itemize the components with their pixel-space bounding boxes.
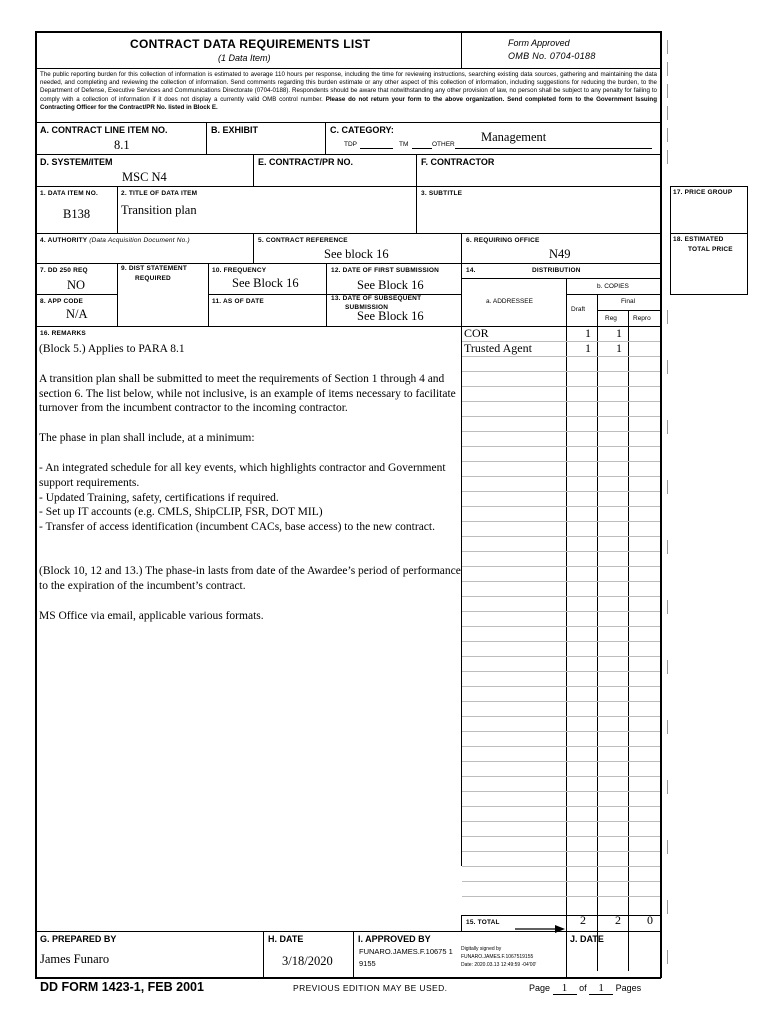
contractor-label: F. CONTRACTOR bbox=[421, 157, 495, 167]
of-label: of bbox=[579, 983, 587, 993]
total-reg: 2 bbox=[615, 913, 621, 927]
form-approved: Form Approved bbox=[508, 38, 570, 48]
requiring-office-label: 6. REQUIRING OFFICE bbox=[466, 237, 540, 244]
authority-label bbox=[40, 237, 190, 244]
system-value[interactable]: MSC N4 bbox=[122, 170, 167, 184]
distribution-number: 14. bbox=[466, 267, 476, 274]
addressee-label: a. ADDRESSEE bbox=[486, 298, 533, 305]
contract-pr-label: E. CONTRACT/PR NO. bbox=[258, 157, 354, 167]
reg-label: Reg bbox=[605, 315, 617, 322]
remarks-paragraph-6: MS Office via email, applicable various formats. bbox=[39, 609, 264, 622]
app-code-value[interactable]: N/A bbox=[66, 307, 88, 321]
dist-statement-label-2: REQUIRED bbox=[135, 275, 171, 282]
tm-label: TM bbox=[399, 141, 409, 148]
subsequent-label: 13. DATE OF SUBSEQUENT bbox=[331, 295, 422, 302]
dist-statement-label: 9. DIST STATEMENT bbox=[121, 265, 187, 272]
digital-signature-line-3: Date: 2020.03.13 12:49:59 -04'00' bbox=[461, 962, 537, 968]
total-repro: 0 bbox=[647, 913, 653, 927]
remarks-paragraph-2: A transition plan shall be submitted to meet the requirements of Section 1 through 4 and section 6. The list below, while not inclusive, is an example of items necessary to facilitate turnover from the incumbent contractor to the incoming contractor. bbox=[39, 372, 456, 415]
form-id: DD FORM 1423-1, FEB 2001 bbox=[40, 980, 204, 994]
requiring-office-value[interactable]: N49 bbox=[549, 247, 571, 261]
system-label: D. SYSTEM/ITEM bbox=[40, 157, 113, 167]
subtitle-label: 3. SUBTITLE bbox=[421, 190, 463, 197]
form-title: CONTRACT DATA REQUIREMENTS LIST bbox=[130, 37, 371, 51]
approved-by-signature[interactable] bbox=[358, 946, 564, 976]
total-label: 15. TOTAL bbox=[466, 919, 500, 926]
remarks-paragraph-1: (Block 5.) Applies to PARA 8.1 bbox=[39, 343, 185, 355]
authority-label-text: 4. AUTHORITY bbox=[40, 237, 88, 244]
draft-label: Draft bbox=[571, 306, 586, 313]
dd250-label: 7. DD 250 REQ bbox=[40, 267, 88, 274]
prepared-by-value[interactable]: James Funaro bbox=[40, 952, 110, 966]
app-code-label: 8. APP CODE bbox=[40, 298, 84, 305]
frequency-label: 10. FREQUENCY bbox=[212, 267, 267, 274]
as-of-date-label: 11. AS OF DATE bbox=[212, 298, 264, 305]
title-value[interactable]: Transition plan bbox=[121, 203, 197, 217]
page-counter bbox=[529, 982, 641, 995]
subsequent-value[interactable]: See Block 16 bbox=[357, 309, 424, 323]
draft-cell[interactable]: 1 bbox=[585, 326, 591, 340]
frequency-value[interactable]: See Block 16 bbox=[232, 276, 299, 290]
other-label: OTHER bbox=[432, 141, 455, 148]
repro-label: Repro bbox=[633, 315, 651, 322]
addressee-cell[interactable]: COR bbox=[464, 326, 489, 340]
digital-signature-line-2: FUNARO.JAMES.F.1067519155 bbox=[461, 954, 534, 960]
reg-cell[interactable]: 1 bbox=[616, 326, 622, 340]
est-price-label-2: TOTAL PRICE bbox=[688, 246, 733, 253]
contract-ref-label: 5. CONTRACT REFERENCE bbox=[258, 237, 348, 244]
reg-cell[interactable]: 1 bbox=[616, 341, 622, 355]
data-item-value[interactable]: B138 bbox=[63, 207, 91, 221]
authority-hint: (Data Acquisition Document No.) bbox=[89, 237, 190, 244]
page-label: Page bbox=[529, 983, 551, 993]
exhibit-label: B. EXHIBIT bbox=[211, 125, 259, 135]
approved-by-name-2: 9155 bbox=[359, 959, 376, 968]
subsequent-label-2: SUBMISSION bbox=[345, 304, 389, 311]
approved-by-label: I. APPROVED BY bbox=[358, 934, 431, 944]
clin-label: A. CONTRACT LINE ITEM NO. bbox=[40, 125, 168, 135]
contract-ref-value[interactable]: See block 16 bbox=[324, 247, 389, 261]
approved-by-name: FUNARO.JAMES.F.10675 1 bbox=[359, 947, 453, 956]
title-label: 2. TITLE OF DATA ITEM bbox=[121, 190, 198, 197]
tdp-label: TDP bbox=[344, 141, 357, 148]
page-total[interactable]: 1 bbox=[589, 982, 613, 995]
remarks-label: 16. REMARKS bbox=[40, 330, 86, 337]
est-price-label: 18. ESTIMATED bbox=[673, 236, 724, 243]
digital-signature-line-1: Digitally signed by bbox=[461, 946, 502, 952]
clin-value[interactable]: 8.1 bbox=[114, 138, 130, 152]
burden-statement bbox=[40, 71, 657, 112]
remarks-body[interactable] bbox=[39, 342, 461, 623]
price-group-label: 17. PRICE GROUP bbox=[673, 189, 733, 196]
first-submission-label: 12. DATE OF FIRST SUBMISSION bbox=[331, 267, 440, 274]
category-value[interactable]: Management bbox=[481, 130, 547, 144]
j-date-label: J. DATE bbox=[570, 934, 604, 944]
h-date-label: H. DATE bbox=[268, 934, 304, 944]
first-submission-value[interactable]: See Block 16 bbox=[357, 278, 424, 292]
remarks-paragraph-3: The phase in plan shall include, at a minimum: bbox=[39, 432, 255, 445]
remarks-paragraph-5: (Block 10, 12 and 13.) The phase-in lasts from date of the Awardee’s period of performance to the expiration of the incumbent’s contract. bbox=[39, 564, 461, 592]
page-number[interactable]: 1 bbox=[553, 982, 577, 995]
addressee-cell[interactable]: Trusted Agent bbox=[464, 341, 532, 355]
distribution-label: DISTRIBUTION bbox=[532, 267, 581, 274]
data-item-label: 1. DATA ITEM NO. bbox=[40, 190, 98, 197]
remarks-paragraph-4: - An integrated schedule for all key events, which highlights contractor and Government support requirements. - Updated Training, safety, certifications if required. - Set up IT accounts (e.g. CMLS, ShipCLIP, FSR, DOT MIL) - Transfer of access identification (incumbent CACs, base access) to the new contract. bbox=[39, 461, 446, 534]
dd250-value[interactable]: NO bbox=[67, 278, 86, 292]
draft-cell[interactable]: 1 bbox=[585, 341, 591, 355]
copies-label: b. COPIES bbox=[597, 283, 629, 290]
total-draft: 2 bbox=[580, 913, 586, 927]
prepared-by-label: G. PREPARED BY bbox=[40, 934, 117, 944]
burden-text: The public reporting burden for this collection of information is estimated to average 110 hours per response, including the time for reviewing instructions, searching existing data sources, gathering and maintaining the data needed, and completing and reviewing the collection of information. Send comments regarding this burden estimate or any other aspect of this collection of information, including suggestions for reducing the burden, to the Department of Defense, Executive Services and Communications Directorate (0704-0188). Respondents should be aware that notwithstanding any other provision of law, no person shall be subject to any penalty for failing to comply with a collection of information if it does not display a currently valid OMB control number. bbox=[40, 71, 657, 103]
final-label: Final bbox=[621, 298, 636, 305]
form-subtitle: (1 Data Item) bbox=[218, 53, 271, 63]
pages-label: Pages bbox=[615, 983, 642, 993]
category-label: C. CATEGORY: bbox=[330, 125, 394, 135]
omb-number: OMB No. 0704-0188 bbox=[508, 51, 596, 61]
h-date-value[interactable]: 3/18/2020 bbox=[282, 954, 333, 968]
total-arrow-icon bbox=[515, 920, 565, 928]
previous-edition-note: PREVIOUS EDITION MAY BE USED. bbox=[293, 983, 448, 993]
burden-bold-text: Please do not return your form to the above organization. Send completed form to the Government Issuing Contracting Officer for the Contract/PR No. listed in Block E. bbox=[40, 95, 657, 111]
